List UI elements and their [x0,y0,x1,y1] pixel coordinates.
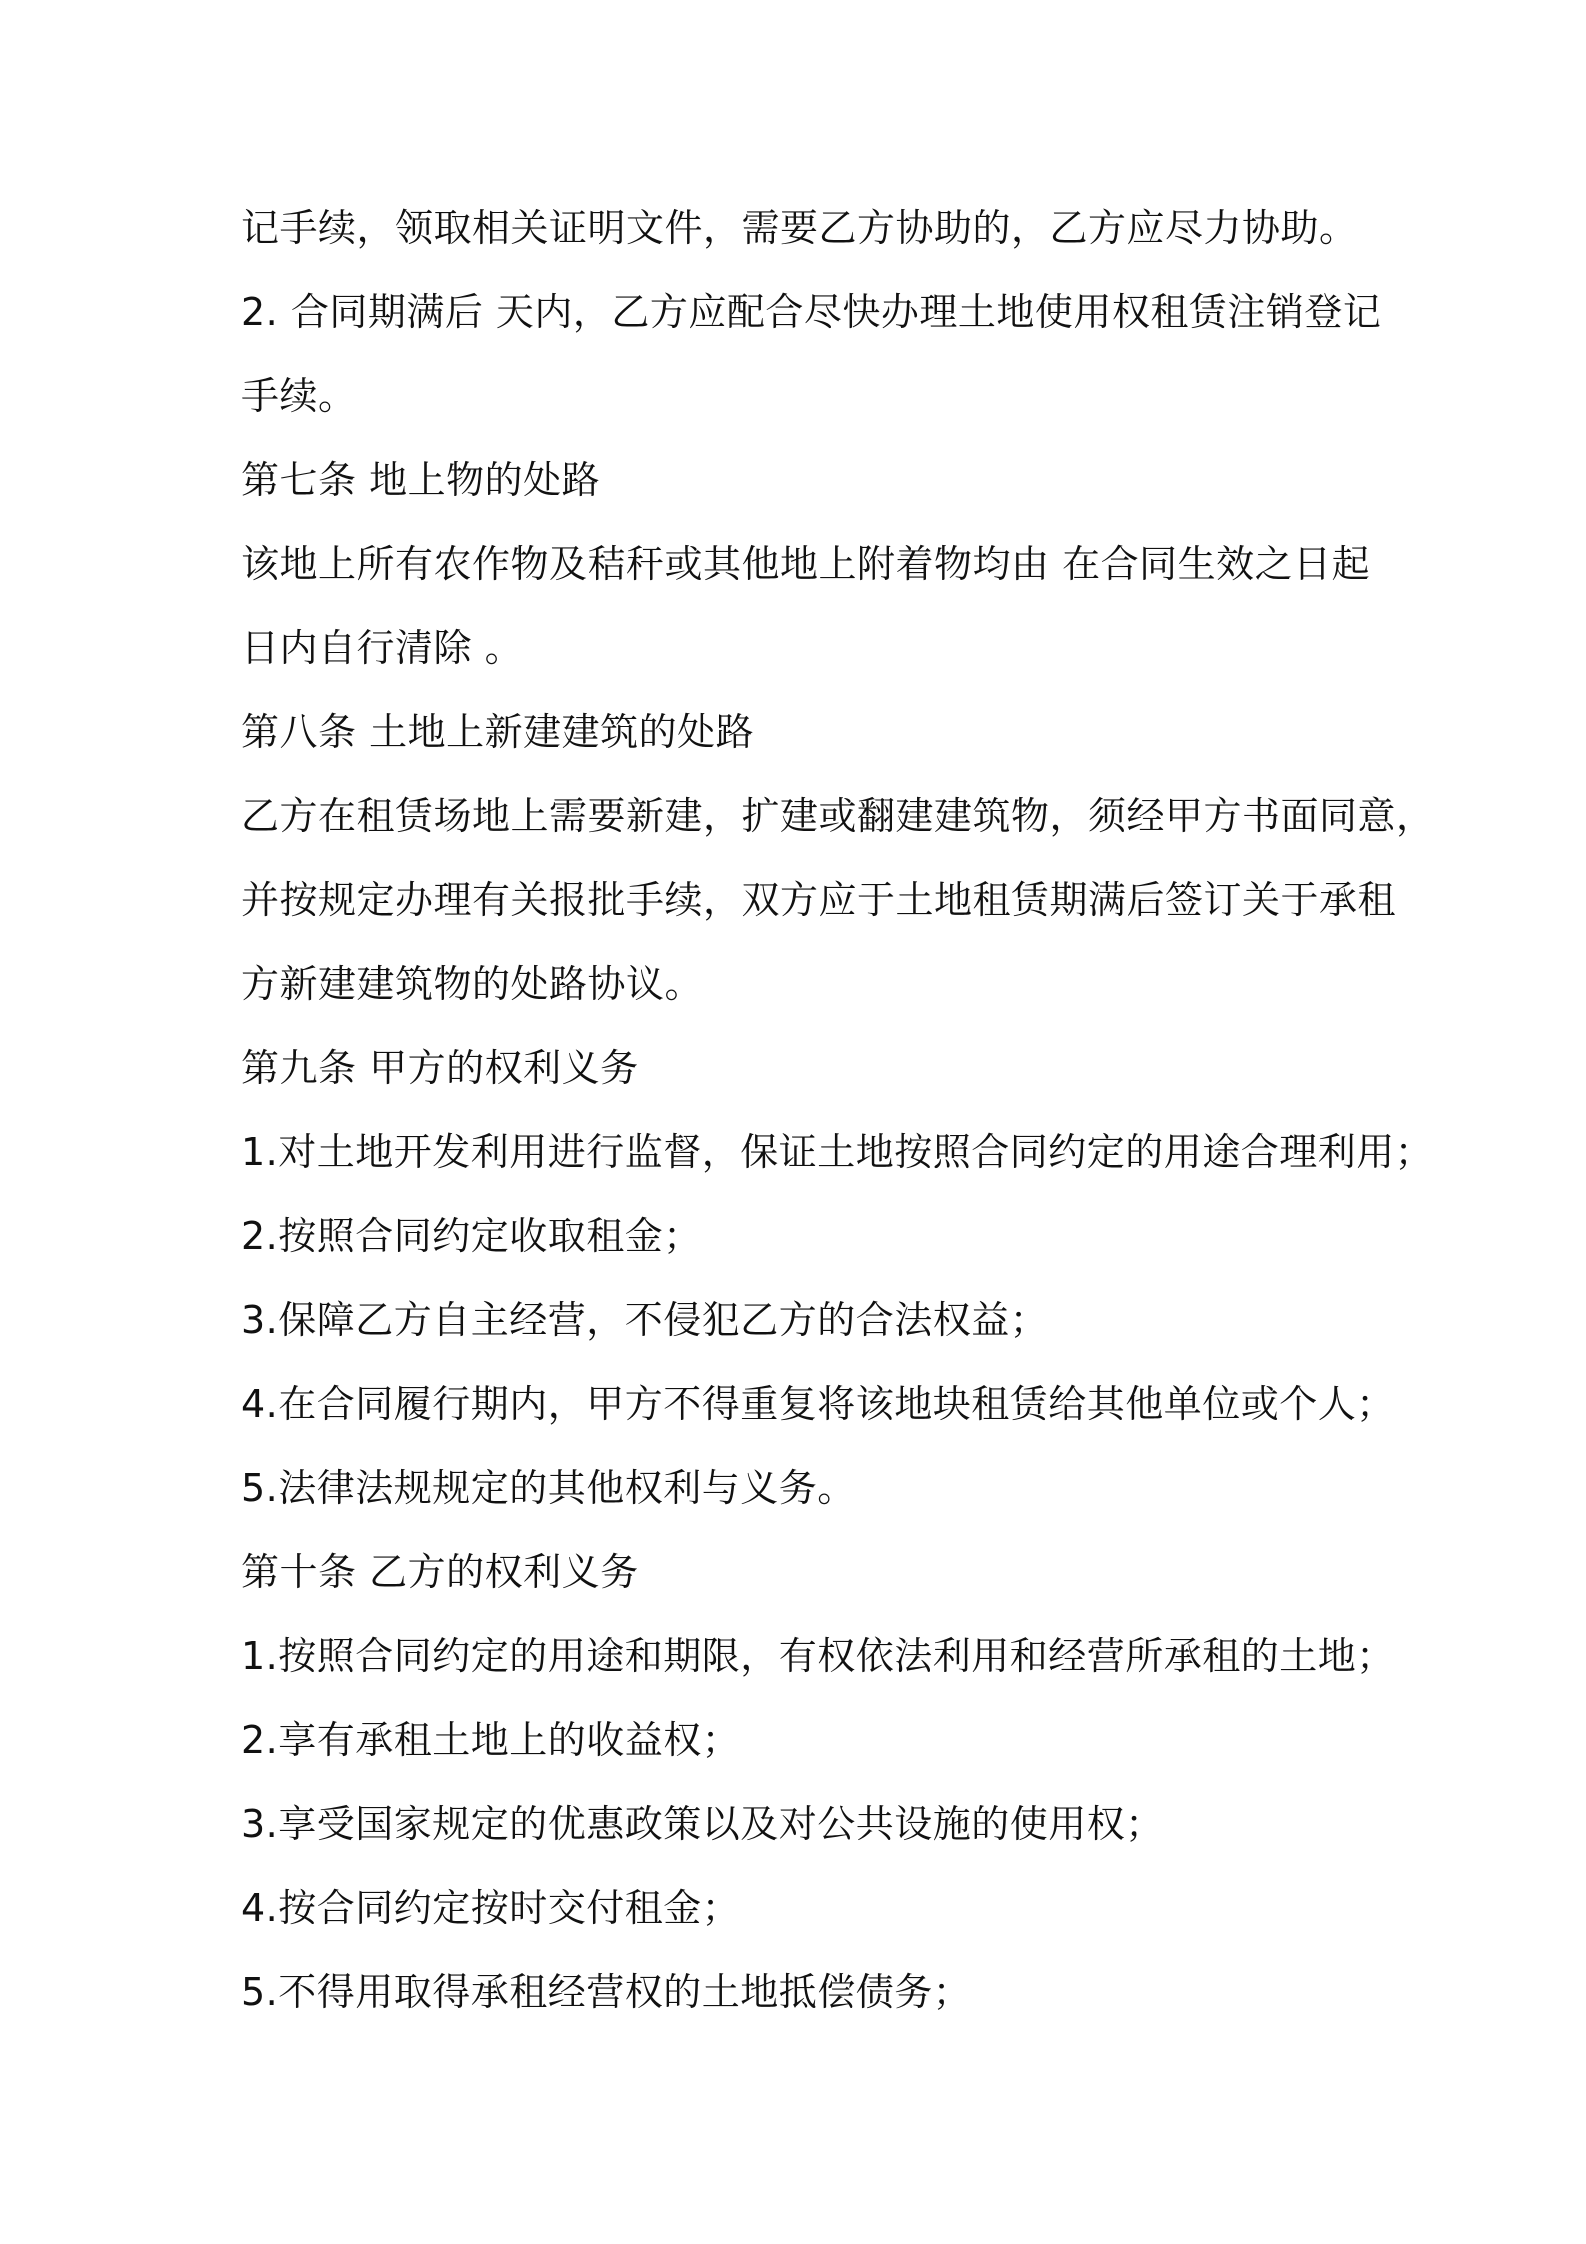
list-item: 1.按照合同约定的用途和期限，有权依法利用和经营所承租的土地； [241,1634,1395,1678]
list-item: 5.不得用取得承租经营权的土地抵偿债务； [241,1970,972,2014]
list-item: 4.在合同履行期内，甲方不得重复将该地块租赁给其他单位或个人； [241,1382,1395,1426]
list-item: 5.法律法规规定的其他权利与义务。 [241,1466,856,1510]
list-item: 1.对土地开发利用进行监督，保证土地按照合同约定的用途合理利用； [241,1130,1434,1174]
text-line: 方新建建筑物的处路协议。 [241,962,704,1006]
list-item: 2.按照合同约定收取租金； [241,1214,702,1258]
list-item: 2.享有承租土地上的收益权； [241,1718,741,1762]
text-line: 乙方在租赁场地上需要新建，扩建或翻建建筑物，须经甲方书面同意， [241,794,1435,838]
text-line: 2. 合同期满后 天内，乙方应配合尽快办理土地使用权租赁注销登记 [241,290,1382,334]
section-heading: 第七条 地上物的处路 [241,458,601,502]
text-line: 并按规定办理有关报批手续，双方应于土地租赁期满后签订关于承租 [241,878,1397,922]
text-line: 日内自行清除 。 [241,626,524,670]
text-line: 记手续，领取相关证明文件，需要乙方协助的，乙方应尽力协助。 [241,206,1358,250]
list-item: 4.按合同约定按时交付租金； [241,1886,741,1930]
section-heading: 第九条 甲方的权利义务 [241,1046,639,1090]
list-item: 3.保障乙方自主经营，不侵犯乙方的合法权益； [241,1298,1049,1342]
section-heading: 第八条 土地上新建建筑的处路 [241,710,755,754]
list-item: 3.享受国家规定的优惠政策以及对公共设施的使用权； [241,1802,1164,1846]
text-line: 该地上所有农作物及秸秆或其他地上附着物均由 在合同生效之日起 [241,542,1371,586]
text-line: 手续。 [241,374,357,418]
section-heading: 第十条 乙方的权利义务 [241,1550,639,1594]
